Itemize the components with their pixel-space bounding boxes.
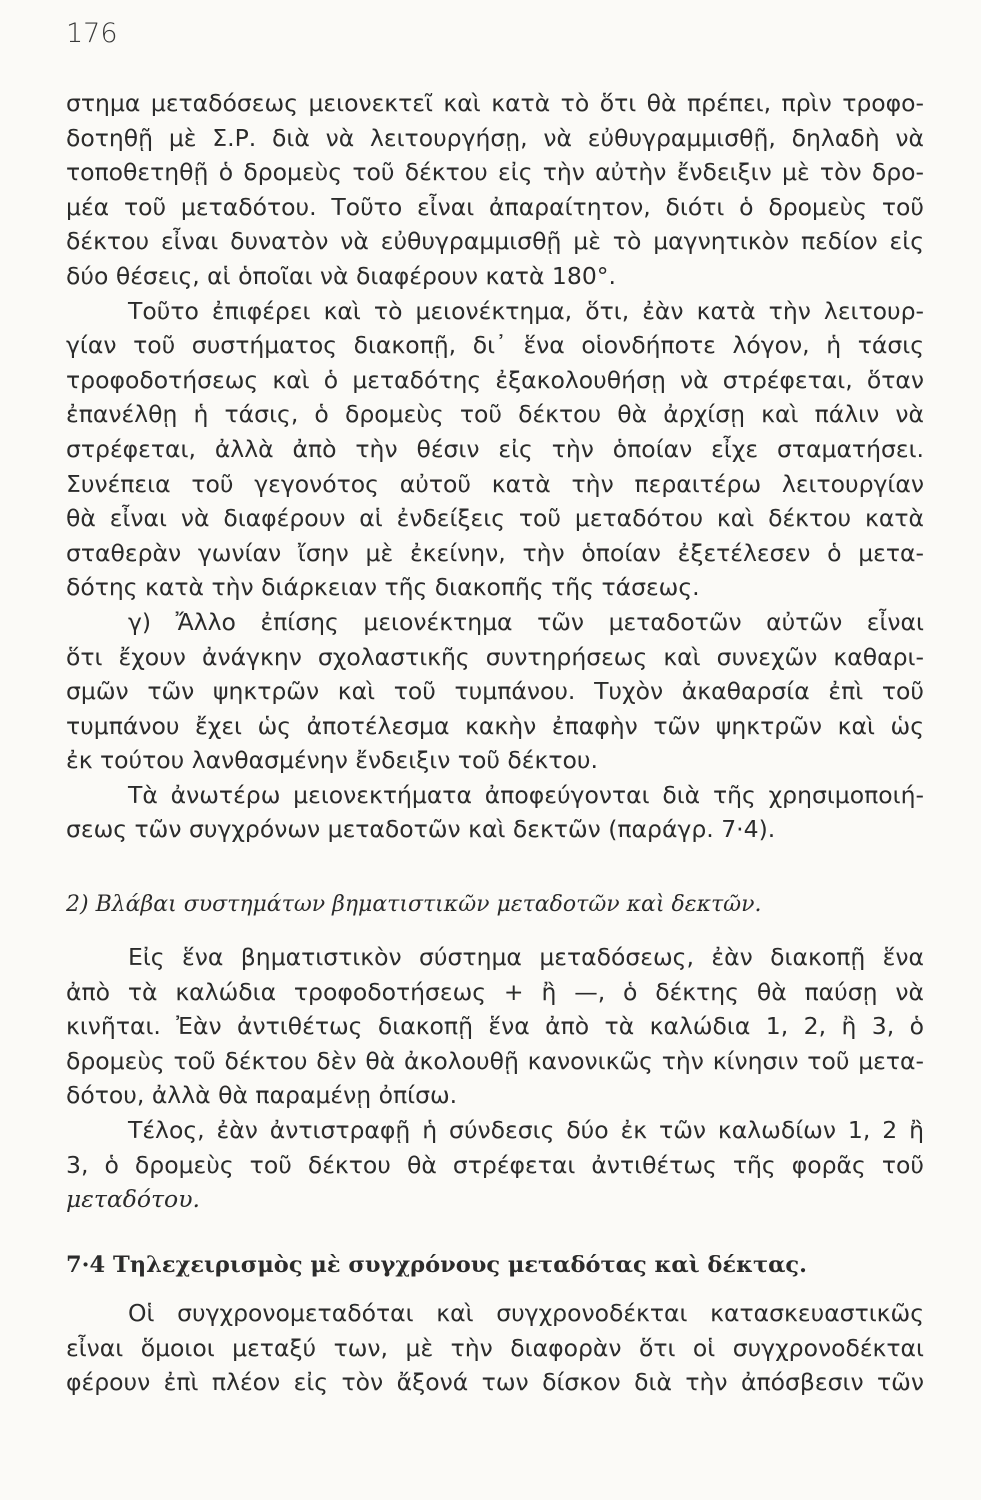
text-line: θὰ εἶναι νὰ διαφέρουν αἱ ἐνδείξεις τοῦ μεταδότου καὶ δέκτου κατὰ <box>66 504 924 533</box>
text-line: κινῆται. Ἐὰν ἀντιθέτως διακοπῇ ἕνα ἀπὸ τὰ καλώδια 1, 2, ἢ 3, ὁ <box>66 1012 924 1041</box>
text-line: δέκτου εἶναι δυνατὸν νὰ εὐθυγραμμισθῇ μὲ τὸ μαγνητικὸν πεδίον εἰς <box>66 227 924 256</box>
text-line: ἐκ τούτου λανθασμένην ἔνδειξιν τοῦ δέκτου. <box>66 746 598 775</box>
text-line: στημα μεταδόσεως μειονεκτεῖ καὶ κατὰ τὸ ὅτι θὰ πρέπει, πρὶν τροφο- <box>66 89 924 117</box>
text-line: μεταδότου. <box>66 1185 200 1214</box>
section-heading-7-4: 7·4 Τηλεχειρισμὸς μὲ συγχρόνους μεταδότας καὶ δέκτας. <box>66 1252 807 1278</box>
text-line: τροφοδοτήσεως καὶ ὁ μεταδότης ἐξακολουθήσῃ νὰ στρέφεται, ὅταν <box>66 365 924 394</box>
text-line: δότου, ἀλλὰ θὰ παραμένῃ ὀπίσω. <box>66 1081 458 1110</box>
text-line: Τὰ ἀνωτέρω μειονεκτήματα ἀποφεύγονται διὰ τῆς χρησιμοποιή- <box>128 780 924 809</box>
body-text-block-2 <box>66 940 924 1217</box>
text-line: ὅτι ἔχουν ἀνάγκην σχολαστικῆς συντηρήσεως καὶ συνεχῶν καθαρι- <box>66 642 924 671</box>
text-line: Οἱ συγχρονομεταδόται καὶ συγχρονοδέκται κατασκευαστικῶς <box>128 1299 924 1327</box>
text-line: γίαν τοῦ συστήματος διακοπῇ, δι᾽ ἕνα οἱονδήποτε λόγον, ἡ τάσις <box>66 331 924 360</box>
text-line: σμῶν τῶν ψηκτρῶν καὶ τοῦ τυμπάνου. Τυχὸν ἀκαθαρσία ἐπὶ τοῦ <box>66 677 924 706</box>
text-line: φέρουν ἐπὶ πλέον εἰς τὸν ἄξονά των δίσκον διὰ τὴν ἀπόσβεσιν τῶν <box>66 1368 924 1397</box>
text-line: 3, ὁ δρομεὺς τοῦ δέκτου θὰ στρέφεται ἀντιθέτως τῆς φορᾶς τοῦ <box>66 1150 924 1179</box>
text-line: σταθερὰν γωνίαν ἴσην μὲ ἐκείνην, τὴν ὁποίαν ἐξετέλεσεν ὁ μετα- <box>66 538 924 567</box>
page-number: 176 <box>66 18 118 49</box>
text-line: δότης κατὰ τὴν διάρκειαν τῆς διακοπῆς τῆς τάσεως. <box>66 573 700 602</box>
body-text-block-3 <box>66 1296 924 1400</box>
text-line: ἐπανέλθῃ ἡ τάσις, ὁ δρομεὺς τοῦ δέκτου θὰ ἀρχίσῃ καὶ πάλιν νὰ <box>66 400 924 429</box>
text-line: εἶναι ὅμοιοι μεταξύ των, μὲ τὴν διαφορὰν ὅτι οἱ συγχρονοδέκται <box>66 1333 924 1362</box>
text-line: τοποθετηθῇ ὁ δρομεὺς τοῦ δέκτου εἰς τὴν αὐτὴν ἔνδειξιν μὲ τὸν δρο- <box>66 158 924 187</box>
text-line: Συνέπεια τοῦ γεγονότος αὐτοῦ κατὰ τὴν περαιτέρω λειτουργίαν <box>66 469 924 498</box>
text-line: Τοῦτο ἐπιφέρει καὶ τὸ μειονέκτημα, ὅτι, ἐὰν κατὰ τὴν λειτουρ- <box>128 296 924 325</box>
text-line: Εἰς ἕνα βηματιστικὸν σύστημα μεταδόσεως, ἐὰν διακοπῇ ἕνα <box>128 943 924 971</box>
text-line: Τέλος, ἐὰν ἀντιστραφῇ ἡ σύνδεσις δύο ἐκ τῶν καλωδίων 1, 2 ἢ <box>128 1115 924 1144</box>
text-line: δύο θέσεις, αἱ ὁποῖαι νὰ διαφέρουν κατὰ 180°. <box>66 261 616 290</box>
text-line: γ) Ἄλλο ἐπίσης μειονέκτημα τῶν μεταδοτῶν αὐτῶν εἶναι <box>128 607 924 636</box>
text-line: δοτηθῇ μὲ Σ.Ρ. διὰ νὰ λειτουργήσῃ, νὰ εὐθυγραμμισθῇ, δηλαδὴ νὰ <box>66 123 924 152</box>
text-line: τυμπάνου ἔχει ὡς ἀποτέλεσμα κακὴν ἐπαφὴν τῶν ψηκτρῶν καὶ ὡς <box>66 711 924 740</box>
text-line: ἀπὸ τὰ καλώδια τροφοδοτήσεως + ἢ —, ὁ δέκτης θὰ παύσῃ νὰ <box>66 977 924 1006</box>
section-heading-faults: 2) Βλάβαι συστημάτων βηματιστικῶν μεταδοτῶν καὶ δεκτῶν. <box>66 892 762 917</box>
text-line: δρομεὺς τοῦ δέκτου δὲν θὰ ἀκολουθῇ κανονικῶς τὴν κίνησιν τοῦ μετα- <box>66 1046 924 1075</box>
text-line: μέα τοῦ μεταδότου. Τοῦτο εἶναι ἀπαραίτητον, διότι ὁ δρομεὺς τοῦ <box>66 192 924 221</box>
text-line: σεως τῶν συγχρόνων μεταδοτῶν καὶ δεκτῶν (παράγρ. 7·4). <box>66 815 776 844</box>
text-line: στρέφεται, ἀλλὰ ἀπὸ τὴν θέσιν εἰς τὴν ὁποίαν εἶχε σταματήσει. <box>66 434 924 463</box>
body-text-block-1 <box>66 86 924 847</box>
